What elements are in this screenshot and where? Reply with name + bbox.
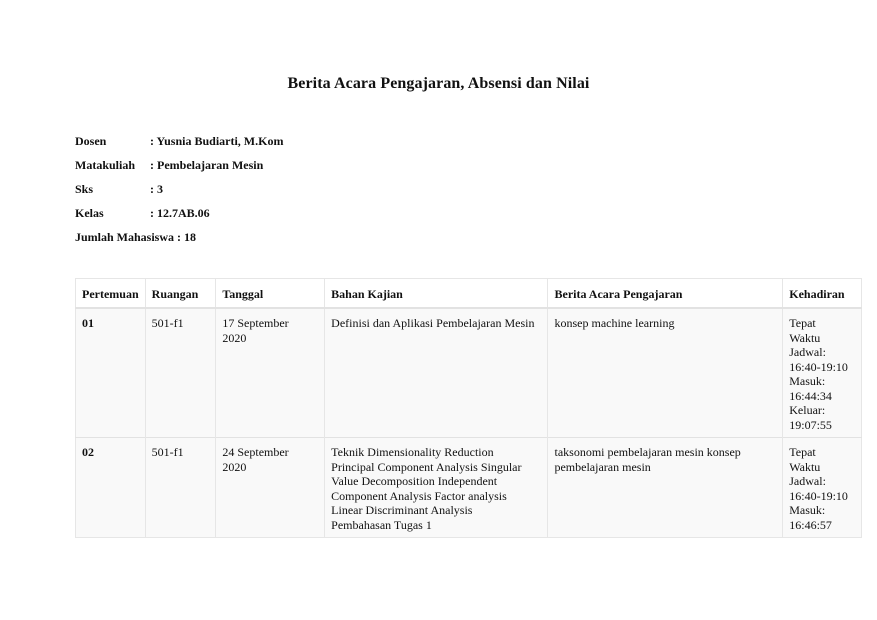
cell-bahan-kajian [325, 438, 548, 538]
cell-pertemuan: 02 [76, 438, 146, 538]
tanggal-line: 2020 [222, 459, 247, 474]
cell-pertemuan: 01 [76, 308, 146, 438]
kehadiran-line: Tepat [789, 445, 816, 459]
bahan-line: Value Decomposition Independent [331, 474, 498, 488]
bahan-line: Pembahasan Tugas 1 [331, 517, 432, 532]
kehadiran-line: 16:40-19:10 [789, 488, 848, 503]
cell-berita-acara: konsep machine learning [548, 308, 783, 438]
berita-line: pembelajaran mesin [554, 459, 651, 474]
cell-berita-acara [548, 438, 783, 538]
kehadiran-line: 19:07:55 [789, 417, 832, 432]
jumlah-mahasiswa: Jumlah Mahasiswa : 18 [75, 230, 197, 244]
matakuliah-value: : Pembelajaran Mesin [150, 158, 264, 172]
tanggal-line: 17 September [222, 316, 289, 330]
dosen-value: : Yusnia Budiarti, M.Kom [150, 134, 284, 148]
cell-bahan-kajian: Definisi dan Aplikasi Pembelajaran Mesin [325, 308, 548, 438]
header-berita-acara: Berita Acara Pengajaran [548, 279, 783, 309]
kehadiran-line: 16:40-19:10 [789, 359, 848, 374]
cell-ruangan: 501-f1 [145, 438, 216, 538]
cell-tanggal [216, 438, 325, 538]
dosen-label: Dosen [75, 134, 107, 148]
attendance-table [75, 278, 862, 538]
berita-line: taksonomi pembelajaran mesin konsep [554, 445, 741, 459]
kehadiran-line: Keluar: [789, 403, 826, 417]
cell-tanggal [216, 308, 325, 438]
sks-value: : 3 [150, 182, 163, 196]
tanggal-line: 24 September [222, 445, 289, 459]
header-bahan-kajian: Bahan Kajian [325, 279, 548, 309]
matakuliah-label: Matakuliah [75, 158, 136, 172]
kehadiran-line: 16:44:34 [789, 388, 832, 403]
table-row [76, 438, 862, 538]
page-title: Berita Acara Pengajaran, Absensi dan Nilai [287, 75, 590, 92]
bahan-line: Linear Discriminant Analysis [331, 503, 473, 517]
bahan-line: Component Analysis Factor analysis [331, 488, 507, 503]
bahan-line: Teknik Dimensionality Reduction [331, 445, 494, 459]
kehadiran-line: Waktu [789, 330, 821, 345]
cell-kehadiran [783, 308, 862, 438]
table-header-row [76, 279, 862, 309]
kehadiran-line: Masuk: [789, 503, 826, 517]
kehadiran-line: Jadwal: [789, 345, 826, 359]
cell-ruangan: 501-f1 [145, 308, 216, 438]
cell-kehadiran [783, 438, 862, 538]
kehadiran-line: Tepat [789, 316, 816, 330]
sks-label: Sks [75, 182, 94, 196]
kelas-label: Kelas [75, 206, 104, 220]
kehadiran-line: Jadwal: [789, 474, 826, 488]
header-pertemuan: Pertemuan [76, 279, 146, 309]
header-kehadiran: Kehadiran [783, 279, 862, 309]
tanggal-line: 2020 [222, 330, 247, 345]
bahan-line: Principal Component Analysis Singular [331, 459, 522, 474]
table-row [76, 308, 862, 438]
header-ruangan: Ruangan [145, 279, 216, 309]
kehadiran-line: Waktu [789, 459, 821, 474]
kehadiran-line: 16:46:57 [789, 517, 832, 532]
kehadiran-line: Masuk: [789, 374, 826, 388]
kelas-value: : 12.7AB.06 [150, 206, 210, 220]
header-tanggal: Tanggal [216, 279, 325, 309]
